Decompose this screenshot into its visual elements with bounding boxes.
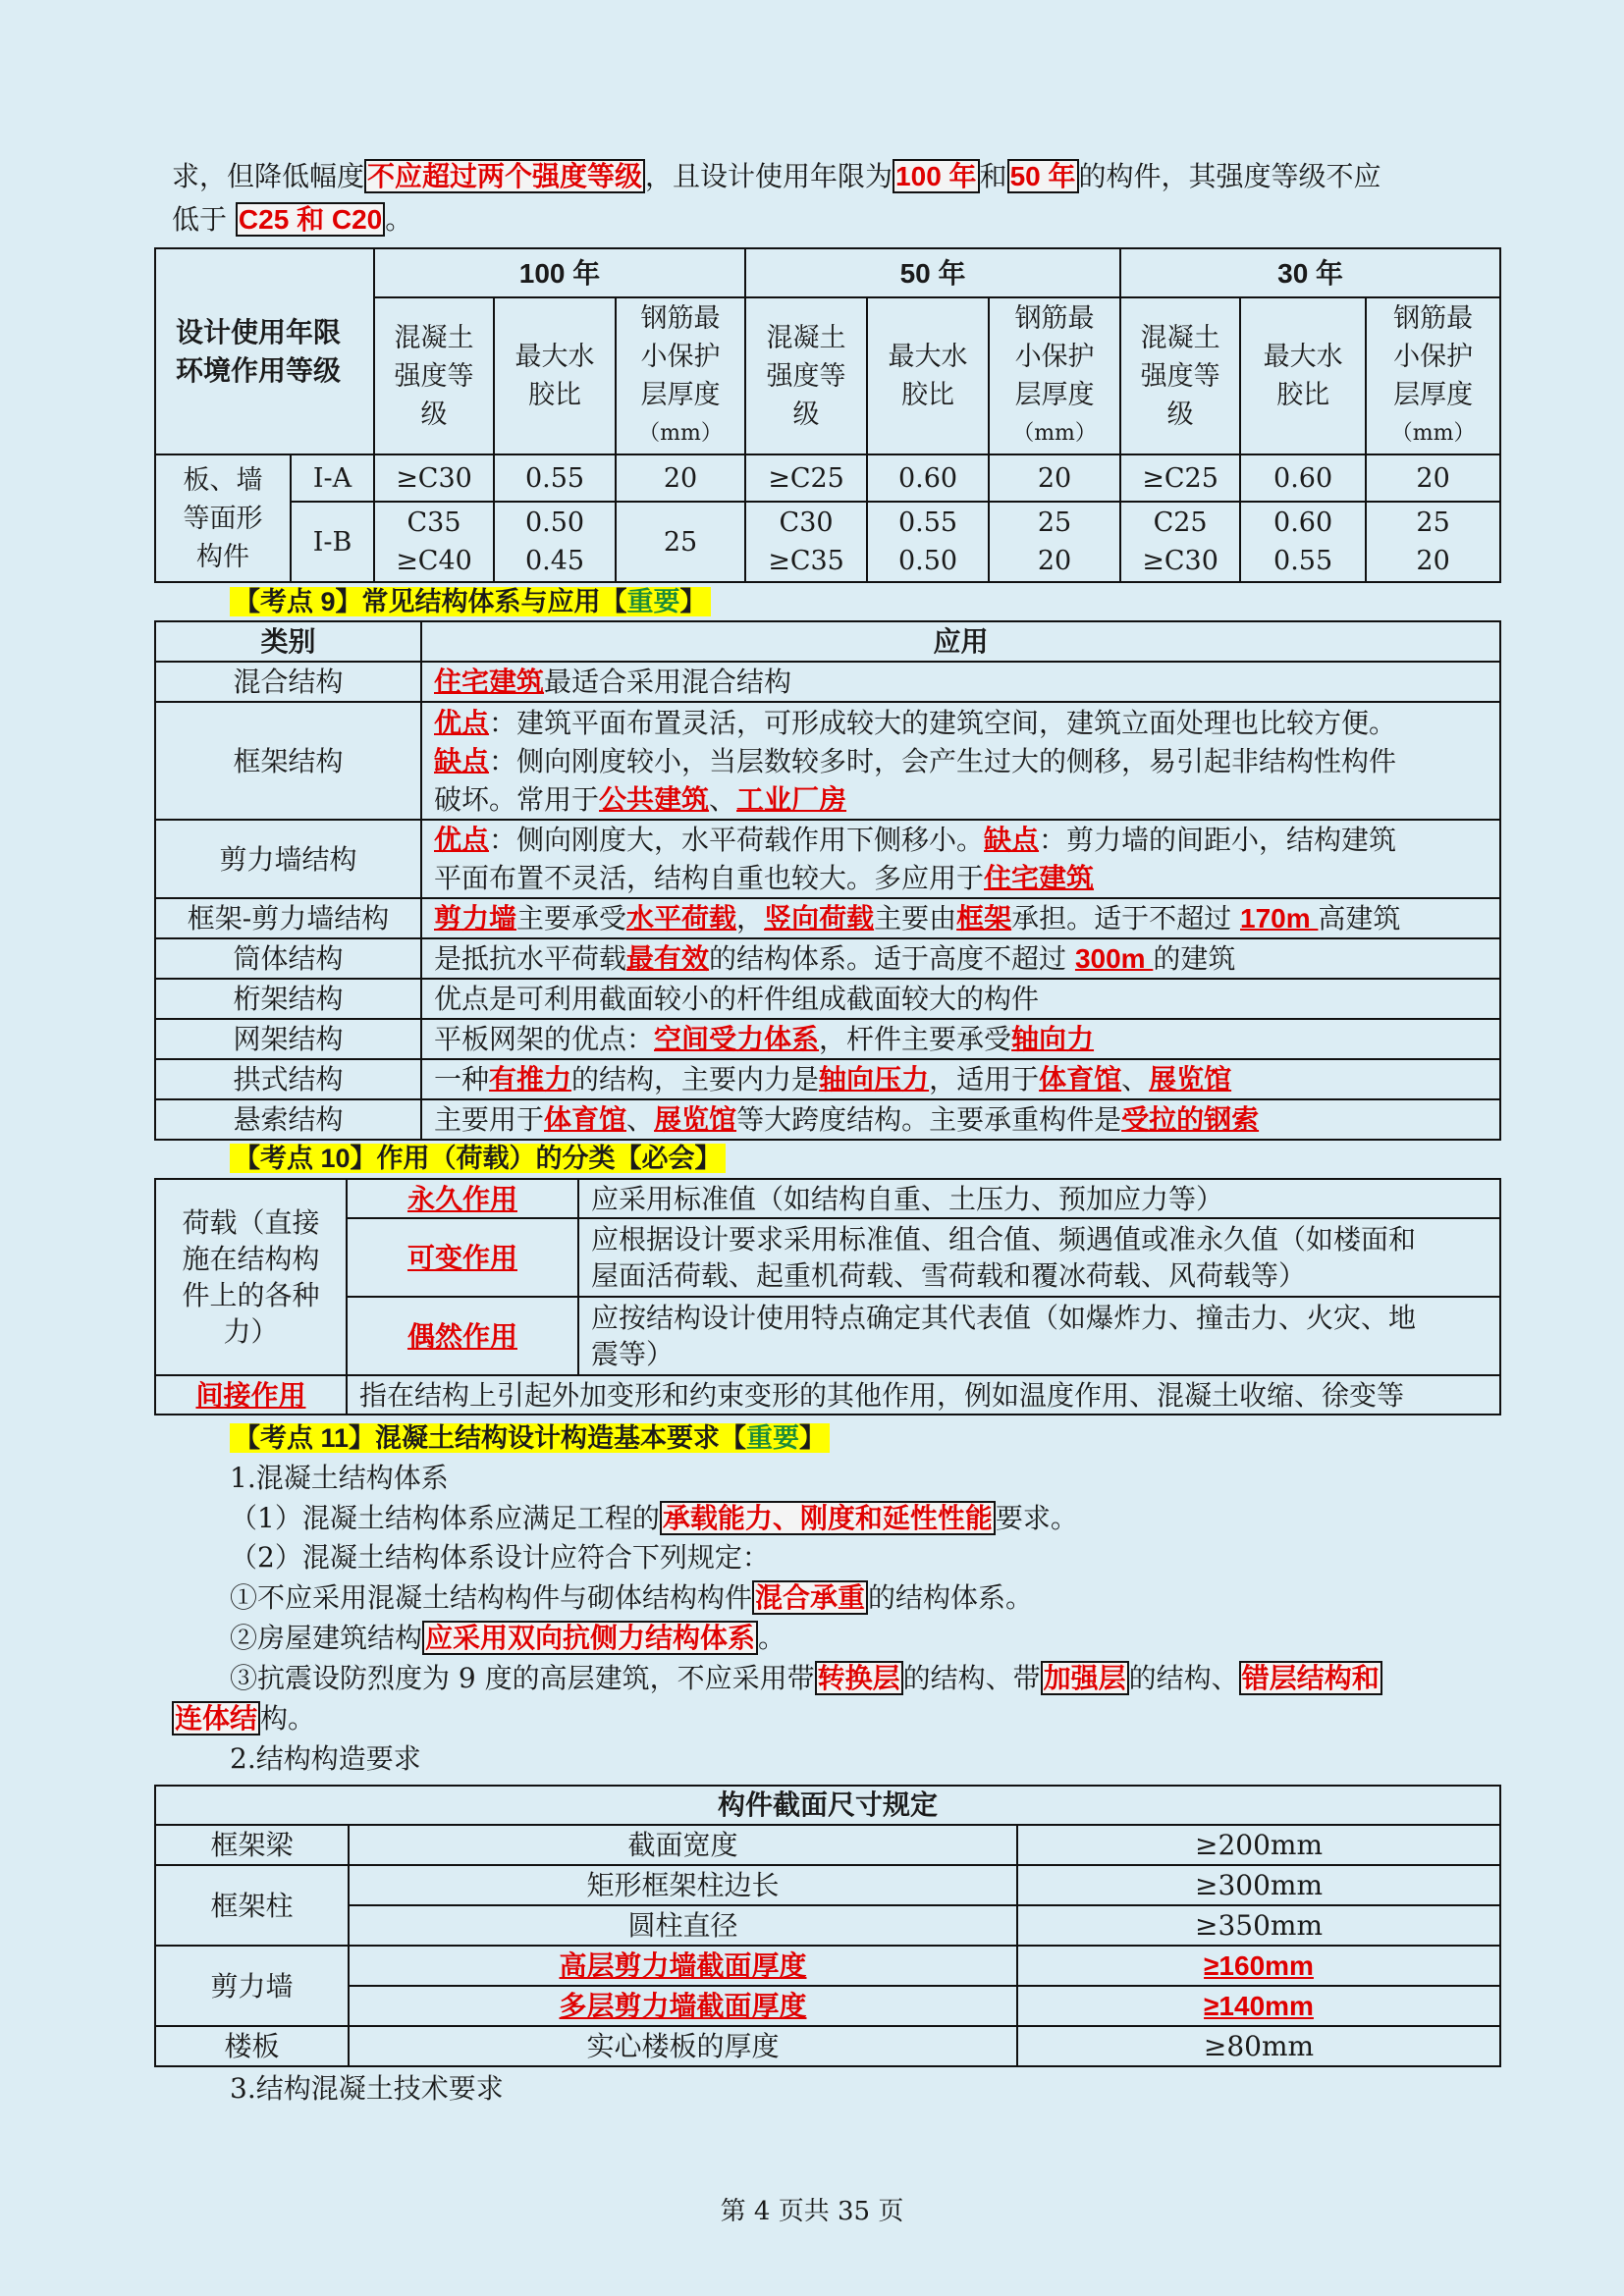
- emphasis-text: 工业厂房: [736, 783, 847, 815]
- paragraph-2: （2）混凝土结构体系设计应符合下列规定：: [230, 1541, 770, 1574]
- table-row: [155, 1986, 1500, 2026]
- highlighted-heading: 【考点 10】作用（荷载）的分类【必会】: [230, 1144, 726, 1173]
- body-text: 的结构体系。适于高度不超过: [709, 942, 1075, 975]
- body-text: ：侧向刚度大，水平荷载作用下侧移小。: [489, 824, 985, 856]
- cell: 0.55 0.50: [867, 502, 989, 582]
- table-row: [155, 702, 1500, 820]
- body-text: ，适用于: [929, 1063, 1040, 1095]
- intro-text: 低于: [172, 203, 228, 236]
- intro-text: 求，但降低幅度: [172, 160, 365, 192]
- period-header: 100 年: [374, 248, 745, 297]
- structure-type: 拱式结构: [155, 1059, 421, 1099]
- body-text: ：建筑平面布置灵活，可形成较大的建筑空间，建筑立面处理也比较方便。: [489, 706, 1397, 739]
- item-cell: 圆柱直径: [349, 1905, 1017, 1946]
- col-header-category: 类别: [155, 621, 421, 662]
- period-header: 30 年: [1120, 248, 1500, 297]
- section-10-heading: [230, 1142, 726, 1175]
- load-description: 应采用标准值（如结构自重、土压力、预加应力等）: [578, 1179, 1500, 1218]
- cell: 25 20: [1366, 502, 1500, 582]
- table-row: [155, 1297, 1500, 1375]
- body-text: ，杆件主要承受: [819, 1023, 1012, 1055]
- table-row: [155, 1865, 1500, 1905]
- direct-load-label: 荷载（直接 施在结构构 件上的各种 力）: [155, 1179, 347, 1375]
- emphasis-box: 错层结构和: [1239, 1661, 1382, 1695]
- emphasis-box: 应采用双向抗侧力结构体系: [422, 1621, 758, 1655]
- table-row: [155, 1946, 1500, 1986]
- subheader: 混凝土 强度等 级: [745, 297, 867, 454]
- value-cell: ≥300mm: [1017, 1865, 1500, 1905]
- item-cell: 实心楼板的厚度: [349, 2026, 1017, 2066]
- cell: 0.60: [1240, 454, 1366, 502]
- emphasis-box: C25 和 C20: [236, 202, 385, 237]
- table-row: [155, 820, 1500, 898]
- body-text: 主要用于: [434, 1103, 545, 1136]
- cell: C35 ≥C40: [374, 502, 494, 582]
- corner-header: [155, 248, 374, 454]
- emphasis-box: 不应超过两个强度等级: [364, 159, 645, 193]
- load-type: 永久作用: [347, 1179, 578, 1218]
- subheader: 最大水 胶比: [494, 297, 616, 454]
- emphasis-text: 公共建筑: [599, 783, 710, 815]
- section-11-heading: [230, 1421, 830, 1455]
- item-2-title: 2.结构构造要求: [230, 1742, 421, 1775]
- cell: ≥C30: [374, 454, 494, 502]
- col-header-application: 应用: [421, 621, 1500, 662]
- structure-systems-table: [154, 620, 1501, 1141]
- emphasis-text: 空间受力体系: [654, 1024, 820, 1054]
- table-row: [155, 938, 1500, 979]
- cell: 25: [616, 502, 745, 582]
- structure-application: [421, 1059, 1500, 1099]
- emphasis-text: 轴向力: [1011, 1024, 1095, 1054]
- item-cell: 高层剪力墙截面厚度: [349, 1946, 1017, 1986]
- value-cell: ≥160mm: [1017, 1946, 1500, 1986]
- section-9-heading: [230, 585, 711, 618]
- member-cell: 剪力墙: [155, 1946, 349, 2026]
- cell: 25 20: [989, 502, 1120, 582]
- body-text: 等大跨度结构。主要承重构件是: [736, 1103, 1122, 1136]
- table-row: [155, 1905, 1500, 1946]
- table-row: [155, 1059, 1500, 1099]
- cell: 20: [616, 454, 745, 502]
- load-type: 偶然作用: [347, 1297, 578, 1375]
- cell: ≥C25: [1120, 454, 1240, 502]
- emphasis-text: 展览馆: [654, 1104, 737, 1135]
- subheader: 最大水 胶比: [867, 297, 989, 454]
- value-cell: ≥80mm: [1017, 2026, 1500, 2066]
- emphasis-text: 水平荷载: [626, 903, 737, 934]
- body-text: ：剪力墙的间距小，结构建筑: [1039, 824, 1397, 856]
- emphasis-text: 缺点: [434, 745, 490, 776]
- table-row: [155, 1375, 1500, 1415]
- emphasis-text: 展览馆: [1149, 1064, 1232, 1095]
- cell: C30 ≥C35: [745, 502, 867, 582]
- member-cell: 框架柱: [155, 1865, 349, 1946]
- emphasis-text: 体育馆: [1039, 1064, 1122, 1095]
- structure-application: [421, 662, 1500, 702]
- body-text: ：侧向刚度较小，当层数较多时，会产生过大的侧移，易引起非结构性构件: [489, 744, 1397, 777]
- body-text: 主要由: [874, 902, 957, 934]
- table-row: [155, 979, 1500, 1019]
- emphasis-text: 体育馆: [544, 1104, 627, 1135]
- table-row: [155, 502, 1500, 582]
- value-cell: ≥350mm: [1017, 1905, 1500, 1946]
- structure-type: 悬索结构: [155, 1099, 421, 1140]
- body-text: 优点是可利用截面较小的杆件组成截面较大的构件: [434, 983, 1040, 1015]
- table-title: 构件截面尺寸规定: [155, 1786, 1500, 1825]
- cell: ≥C25: [745, 454, 867, 502]
- rule-3: ③抗震设防烈度为 9 度的高层建筑，不应采用带 转换层 的结构、带 加强层 的结构、 错层结构和: [230, 1659, 1382, 1698]
- structure-application: [421, 820, 1500, 898]
- value-cell: ≥200mm: [1017, 1825, 1500, 1865]
- emphasis-text: 受拉的钢索: [1121, 1104, 1260, 1135]
- table-row: [155, 662, 1500, 702]
- table-row: [155, 1099, 1500, 1140]
- value-cell: ≥140mm: [1017, 1986, 1500, 2026]
- emphasis-text: 住宅建筑: [984, 863, 1095, 893]
- rule-1: ①不应采用混凝土结构构件与砌体结构构件 混合承重 的结构体系。: [230, 1581, 1034, 1614]
- emphasis-text: 框架: [956, 903, 1012, 934]
- load-type: 可变作用: [347, 1218, 578, 1297]
- section-size-table: [154, 1785, 1501, 2067]
- cell: 0.60 0.55: [1240, 502, 1366, 582]
- rule-2: ②房屋建筑结构 应采用双向抗侧力结构体系 。: [230, 1622, 786, 1654]
- cell: 0.50 0.45: [494, 502, 616, 582]
- table-row: [155, 1019, 1500, 1059]
- body-text: 、: [709, 782, 737, 816]
- highlighted-heading: 【考点 9】常见结构体系与应用【重要】: [230, 587, 711, 616]
- emphasis-text: 住宅建筑: [434, 667, 545, 697]
- body-text: 承担。适于不超过: [1011, 902, 1241, 934]
- body-text: ，: [736, 902, 765, 934]
- structure-type: 网架结构: [155, 1019, 421, 1059]
- cell: 0.55: [494, 454, 616, 502]
- structure-type: 桁架结构: [155, 979, 421, 1019]
- subheader: 混凝土 强度等 级: [374, 297, 494, 454]
- emphasis-text: 剪力墙: [434, 903, 517, 934]
- structure-application: [421, 1099, 1500, 1140]
- emphasis-box: 加强层: [1041, 1661, 1129, 1695]
- item-cell: 多层剪力墙截面厚度: [349, 1986, 1017, 2026]
- load-type: 间接作用: [155, 1375, 347, 1415]
- structure-application: [421, 938, 1500, 979]
- emphasis-text: 优点: [434, 707, 490, 738]
- structure-application: [421, 979, 1500, 1019]
- body-text: 最适合采用混合结构: [544, 666, 792, 698]
- table-row: [155, 454, 1500, 502]
- load-description: 指在结构上引起外加变形和约束变形的其他作用，例如温度作用、混凝土收缩、徐变等: [347, 1375, 1500, 1415]
- cell: 20: [989, 454, 1120, 502]
- table-row: [155, 898, 1500, 938]
- structure-application: [421, 702, 1500, 820]
- emphasis-text: 170m: [1240, 903, 1319, 934]
- emphasis-text: 最有效: [626, 943, 710, 974]
- body-text: 一种: [434, 1063, 490, 1095]
- body-text: 平面布置不灵活，结构自重也较大。多应用于: [434, 862, 985, 894]
- emphasis-box: 100 年: [893, 159, 980, 193]
- rule-3-cont: 连体结 构。: [172, 1699, 315, 1738]
- importance-tag: 重要: [626, 587, 680, 616]
- item-3-title: 3.结构混凝土技术要求: [230, 2072, 504, 2105]
- emphasis-box: 50 年: [1007, 159, 1079, 193]
- table-row: [155, 2026, 1500, 2066]
- cell: C25 ≥C30: [1120, 502, 1240, 582]
- structure-type: 筒体结构: [155, 938, 421, 979]
- durability-table: [154, 247, 1501, 583]
- load-classification-table: [154, 1178, 1501, 1415]
- corner-label: 设计使用年限: [176, 317, 342, 347]
- emphasis-text: 轴向压力: [819, 1064, 930, 1095]
- intro-text: 的构件，其强度等级不应: [1078, 160, 1381, 192]
- subheader: 混凝土 强度等 级: [1120, 297, 1240, 454]
- emphasis-text: 优点: [434, 825, 490, 855]
- table-row: [155, 1825, 1500, 1865]
- structure-type: 框架-剪力墙结构: [155, 898, 421, 938]
- body-text: 平板网架的优点：: [434, 1023, 655, 1055]
- emphasis-text: 竖向荷载: [764, 903, 875, 934]
- item-1-title: 1.混凝土结构体系: [230, 1462, 449, 1494]
- corner-label: 环境作用等级: [176, 355, 342, 386]
- intro-line-1: [172, 157, 1381, 196]
- member-cell: 框架梁: [155, 1825, 349, 1865]
- body-text: 破坏。常用于: [434, 782, 600, 816]
- grade-cell: I-B: [291, 502, 374, 582]
- body-text: 主要承受: [516, 902, 627, 934]
- body-text: 是抵抗水平荷载: [434, 942, 627, 975]
- body-text: 高建筑: [1318, 902, 1401, 934]
- subheader: 最大水 胶比: [1240, 297, 1366, 454]
- highlighted-heading: 【考点 11】混凝土结构设计构造基本要求【重要】: [230, 1423, 830, 1453]
- intro-line-2: [172, 200, 412, 240]
- intro-text: 和: [979, 160, 1007, 192]
- emphasis-box: 承载能力、刚度和延性性能: [660, 1501, 996, 1535]
- load-description: 应按结构设计使用特点确定其代表值（如爆炸力、撞击力、火灾、地 震等）: [578, 1297, 1500, 1375]
- paragraph-1: （1）混凝土结构体系应满足工程的 承载能力、刚度和延性性能 要求。: [230, 1502, 1078, 1534]
- item-cell: 截面宽度: [349, 1825, 1017, 1865]
- intro-text: ，且设计使用年限为: [645, 160, 893, 192]
- emphasis-box: 连体结: [172, 1701, 260, 1735]
- item-cell: 矩形框架柱边长: [349, 1865, 1017, 1905]
- cell: 0.60: [867, 454, 989, 502]
- structure-type: 剪力墙结构: [155, 820, 421, 898]
- body-text: 、: [1121, 1063, 1150, 1095]
- structure-application: [421, 898, 1500, 938]
- emphasis-text: 300m: [1074, 943, 1154, 974]
- table-row: [155, 1179, 1500, 1218]
- page-footer: 第 4 页共 35 页: [720, 2197, 904, 2226]
- structure-type: 框架结构: [155, 702, 421, 820]
- structure-application: [421, 1019, 1500, 1059]
- subheader: 钢筋最 小保护 层厚度 （mm）: [1366, 297, 1500, 454]
- cell: 20: [1366, 454, 1500, 502]
- body-text: 的建筑: [1153, 942, 1236, 975]
- subheader: 钢筋最 小保护 层厚度 （mm）: [616, 297, 745, 454]
- emphasis-text: 有推力: [489, 1064, 572, 1095]
- intro-text: 。: [385, 203, 413, 236]
- structure-type: 混合结构: [155, 662, 421, 702]
- body-text: 的结构，主要内力是: [571, 1063, 820, 1095]
- period-header: 50 年: [745, 248, 1120, 297]
- grade-cell: I-A: [291, 454, 374, 502]
- emphasis-box: 转换层: [815, 1661, 903, 1695]
- importance-tag: 重要: [746, 1423, 800, 1453]
- load-description: 应根据设计要求采用标准值、组合值、频遇值或准永久值（如楼面和 屋面活荷载、起重机荷载、雪荷载和覆冰荷载、风荷载等）: [578, 1218, 1500, 1297]
- table-row: [155, 1218, 1500, 1297]
- emphasis-text: 缺点: [984, 825, 1040, 855]
- row-group-label: 板、墙 等面形 构件: [155, 454, 291, 582]
- member-cell: 楼板: [155, 2026, 349, 2066]
- emphasis-box: 混合承重: [752, 1580, 868, 1615]
- subheader: 钢筋最 小保护 层厚度 （mm）: [989, 297, 1120, 454]
- body-text: 、: [626, 1103, 655, 1136]
